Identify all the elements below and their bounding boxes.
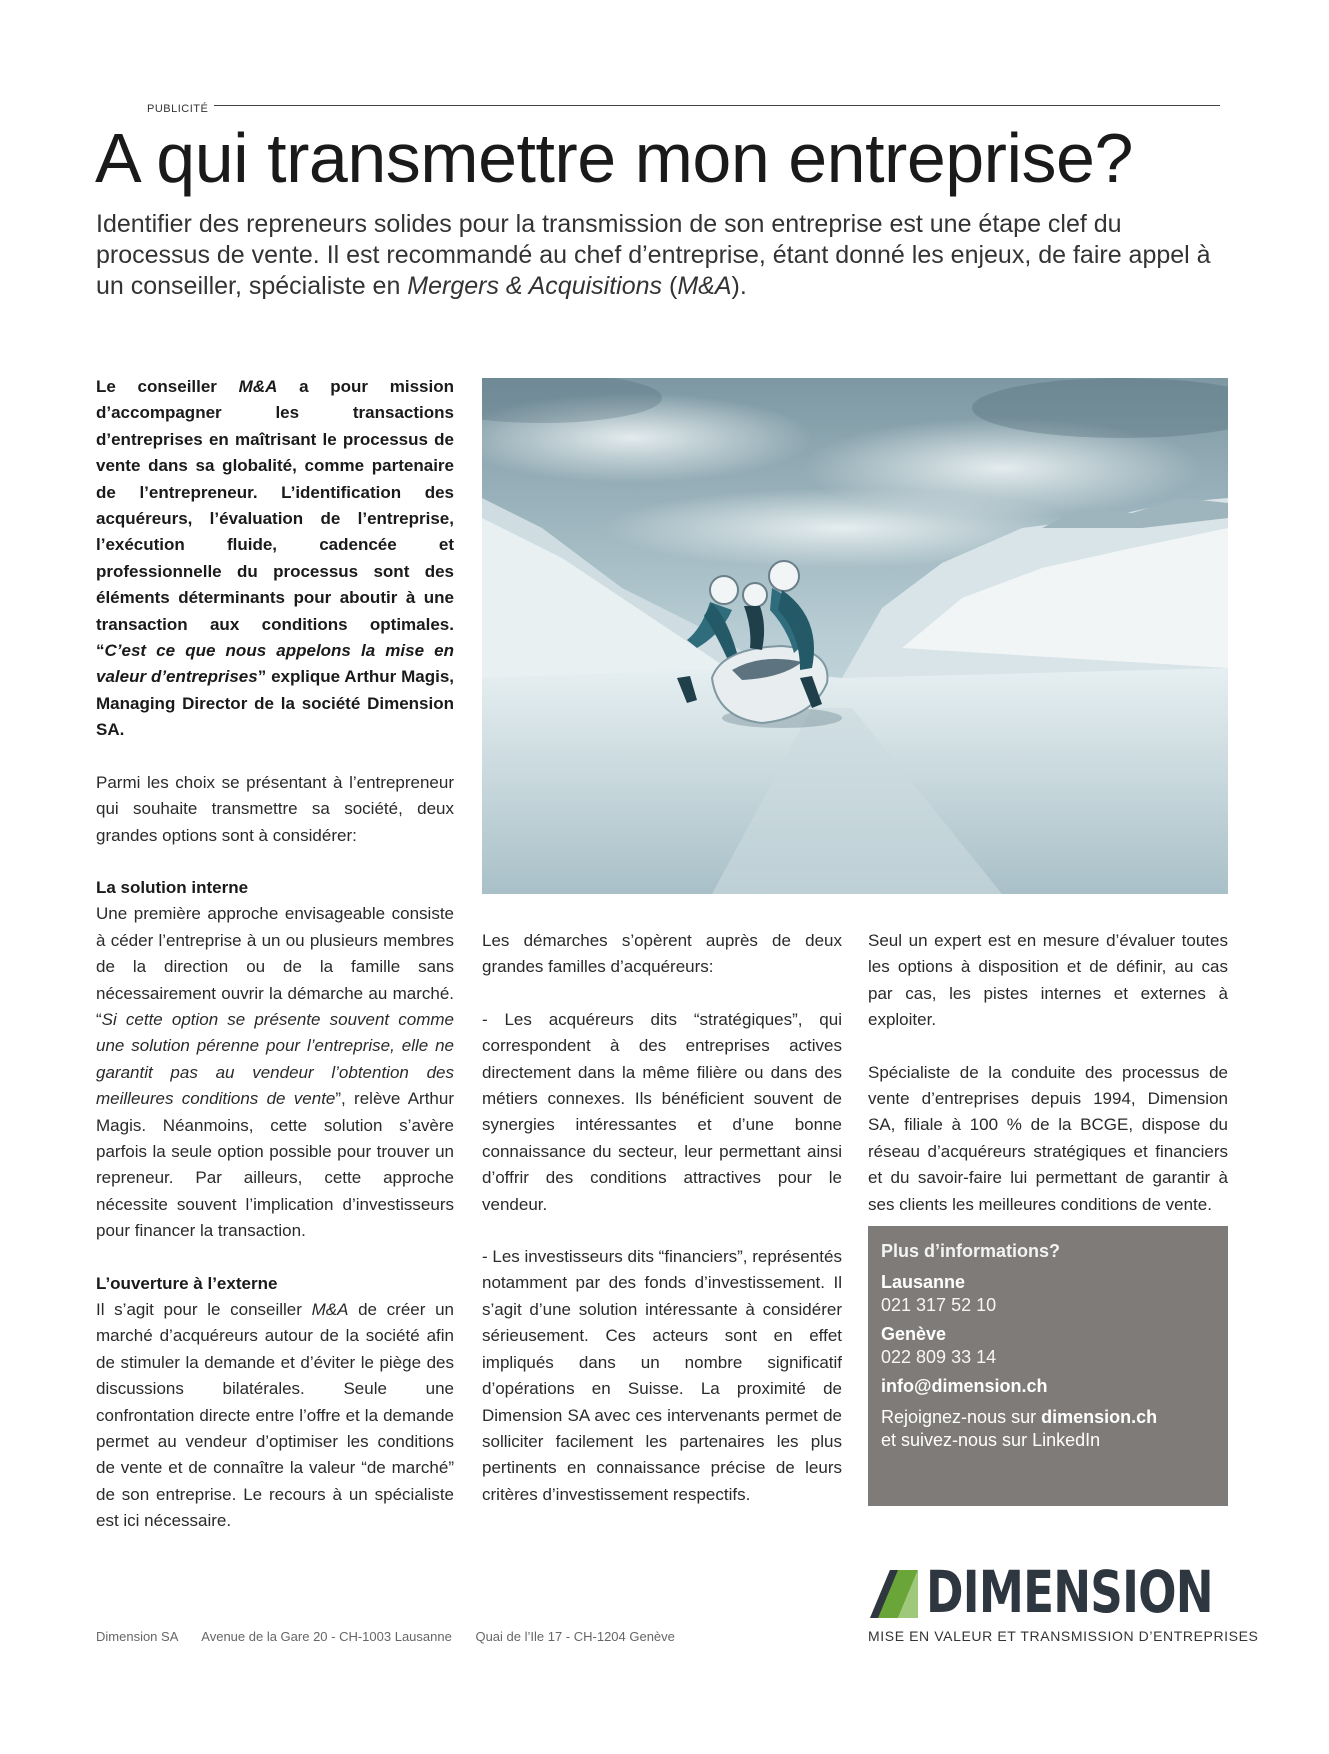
options-paragraph: Parmi les choix se présentant à l’entrepreneur qui souhaite transmettre sa société, deux grandes options sont à considérer: bbox=[96, 772, 454, 845]
logo-tagline: MISE EN VALEUR ET TRANSMISSION D’ENTREPRISES bbox=[868, 1628, 1259, 1644]
dimension-logo bbox=[868, 1558, 1259, 1646]
column-left bbox=[96, 374, 454, 1561]
bobsleigh-photo bbox=[482, 378, 1228, 894]
logo-wordmark: DIMENSION bbox=[926, 1558, 1213, 1626]
strategic-acquirers: - Les acquéreurs dits “stratégiques”, qui correspondent à des entreprises actives directement dans la même filière ou dans des métiers connexes. Ils bénéficient souvent de synergies intéressantes et d’une bonne connaissance du secteur, leur permettant ainsi d’offrir des conditions attractives pour le vendeur. bbox=[482, 1009, 842, 1214]
column-middle bbox=[482, 928, 842, 1534]
header-rule bbox=[214, 105, 1220, 106]
email-link[interactable]: info@dimension.ch bbox=[881, 1376, 1048, 1396]
contact-info-box bbox=[868, 1226, 1228, 1506]
acquirers-intro: Les démarches s’opèrent auprès de deux grandes familles d’acquéreurs: bbox=[482, 931, 842, 977]
footer-address-geneve: Quai de l’Ile 17 - CH-1204 Genève bbox=[475, 1629, 675, 1644]
lead-paragraph: Identifier des repreneurs solides pour la transmission de son entreprise est une étape clef du processus de vente. Il est recommandé au chef d’entreprise, étant donné les enjeux, de faire appel à un conseiller, spécialiste en Mergers & Acquisitions (M&A). bbox=[96, 210, 1211, 300]
intro-paragraph: Le conseiller M&A a pour mission d’accompagner les transactions d’entreprises en maîtrisant le processus de vente dans sa globalité, comme partenaire de l’entrepreneur. L’identification des acquéreurs, l’évaluation de l’entreprise, l’exécution fluide, cadencée et professionnelle du processus sont des éléments déterminants pour aboutir à une transaction aux conditions optimales. “C’est ce que nous appelons la mise en valeur d’entreprises” explique Arthur Magis, Managing Director de la société Dimension SA. bbox=[96, 377, 455, 740]
external-opening-heading: L’ouverture à l’externe bbox=[96, 1273, 278, 1293]
info-box-title: Plus d’informations? bbox=[881, 1241, 1061, 1261]
linkedin-line: et suivez-nous sur LinkedIn bbox=[881, 1430, 1101, 1450]
internal-solution-heading: La solution interne bbox=[96, 877, 249, 897]
external-opening-section: L’ouverture à l’externe Il s’agit pour le conseiller M&A de créer un marché d’acquéreurs autour de la société afin de stimuler la demande et d’éviter le piège des discussions bilatérales. Seule une confrontation directe entre l’offre et la demande permet au vendeur d’optimiser les conditions de vente et de connaître la valeur “de marché” de son entreprise. Le recours à un spécialiste est ici nécessaire. bbox=[96, 1271, 454, 1535]
page-title: A qui transmettre mon entreprise? bbox=[95, 119, 1133, 197]
advertisement-label: PUBLICITÉ bbox=[147, 103, 209, 115]
footer-address-lausanne: Avenue de la Gare 20 - CH-1003 Lausanne bbox=[201, 1629, 452, 1644]
footer-company: Dimension SA bbox=[96, 1629, 179, 1644]
financial-investors: - Les investisseurs dits “financiers”, représentés notamment par des fonds d’investissement. Il s’agit d’une solution intéressante à considérer sérieusement. Ces acteurs sont en effet impliqués dans un nombre significatif d’opérations en Suisse. La proximité de Dimension SA avec ces intervenants permet de solliciter facilement les partenaires les plus pertinents en connaissance précise de leurs critères d’investissement respectifs. bbox=[482, 1247, 842, 1504]
company-paragraph: Spécialiste de la conduite des processus de vente d’entreprises depuis 1994, Dimension SA, filiale à 100 % de la BCGE, dispose du réseau d’acquéreurs stratégiques et financiers et du savoir-faire lui permettant de garantir à ses clients les meilleures conditions de vente. bbox=[868, 1062, 1228, 1214]
city-lausanne: Lausanne bbox=[881, 1272, 966, 1292]
phone-lausanne[interactable]: 021 317 52 10 bbox=[881, 1295, 997, 1315]
phone-geneve[interactable]: 022 809 33 14 bbox=[881, 1347, 997, 1367]
website-link[interactable]: dimension.ch bbox=[1041, 1407, 1158, 1427]
expert-paragraph: Seul un expert est en mesure d’évaluer toutes les options à disposition et de définir, au cas par cas, les pistes internes et externes à exploiter. bbox=[868, 931, 1228, 1030]
city-geneve: Genève bbox=[881, 1324, 947, 1344]
bobsleigh-illustration bbox=[482, 378, 1228, 894]
column-right bbox=[868, 928, 1228, 1244]
internal-solution-section: La solution interne Une première approche envisageable consiste à céder l’entreprise à un ou plusieurs membres de la direction ou de la famille sans nécessairement ouvrir la démarche au marché. “Si cette option se présente souvent comme une solution pérenne pour l’entreprise, elle ne garantit pas au vendeur l’obtention des meilleures conditions de vente”, relève Arthur Magis. Néanmoins, cette solution s’avère parfois la seule option possible pour trouver un repreneur. Par ailleurs, cette approche nécessite souvent l’implication d’investisseurs pour financer la transaction. bbox=[96, 875, 454, 1245]
join-line: Rejoignez-nous sur dimension.ch bbox=[881, 1407, 1158, 1427]
dimension-logo-icon bbox=[868, 1568, 920, 1620]
footer-address bbox=[96, 1629, 695, 1644]
